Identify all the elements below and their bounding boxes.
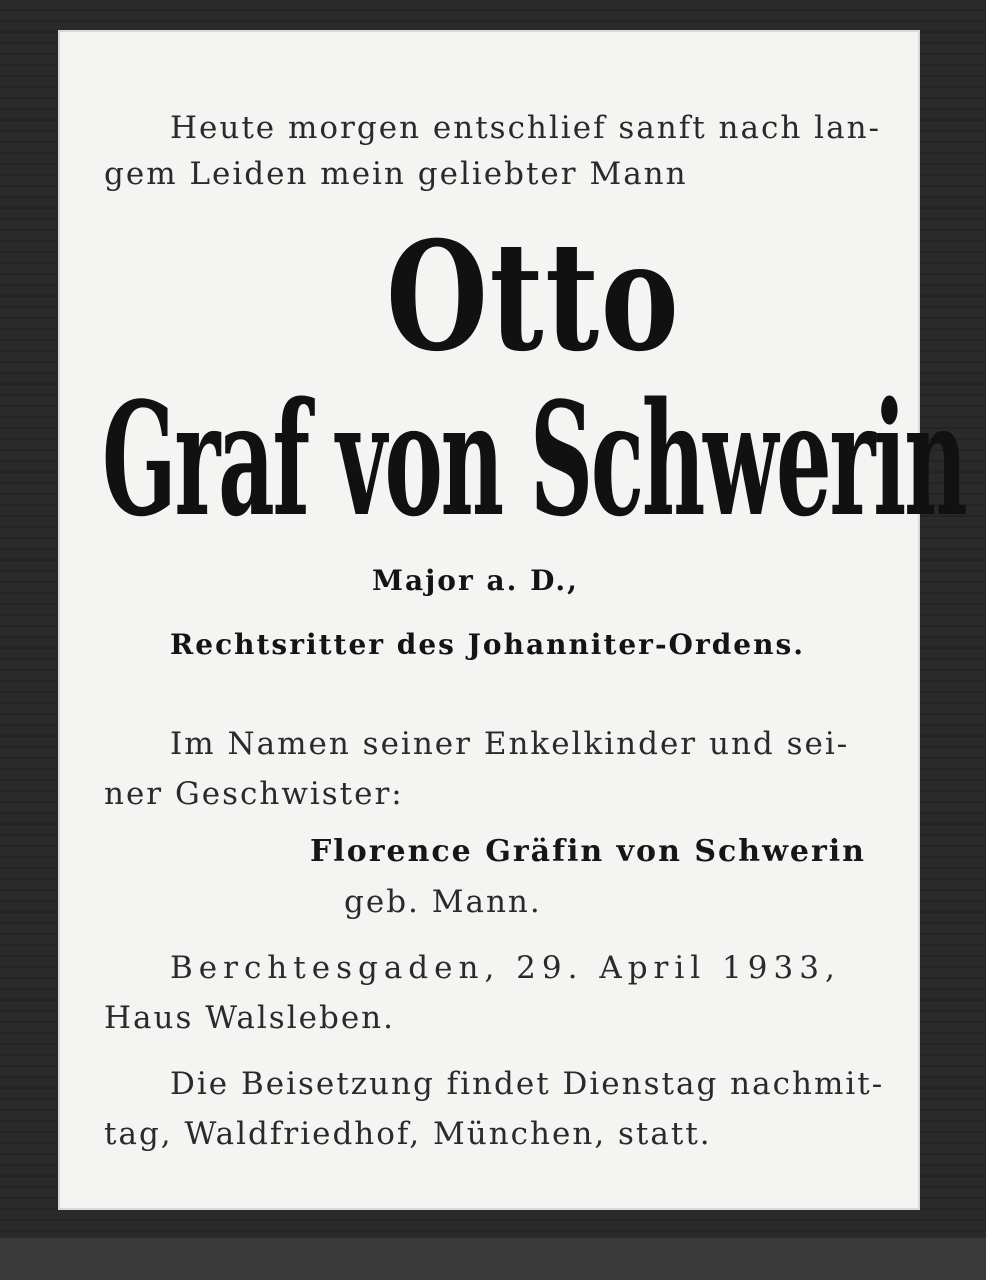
family-line-2: ner Geschwister:	[104, 776, 404, 812]
rank-line: Major a. D.,	[372, 564, 579, 597]
name-first: Otto	[386, 209, 681, 385]
house-line: Haus Walsleben.	[104, 1000, 395, 1036]
burial-line-1: Die Beisetzung findet Dienstag nachmit-	[170, 1066, 885, 1102]
burial-line-2: tag, Waldfriedhof, München, statt.	[104, 1116, 712, 1152]
signer-name: Florence Gräfin von Schwerin	[310, 834, 866, 869]
order-line: Rechtsritter des Johanniter-Ordens.	[170, 628, 805, 661]
death-notice	[58, 30, 966, 1210]
family-line-1: Im Namen seiner Enkelkinder und sei-	[170, 726, 850, 762]
intro-line-1: Heute morgen entschlief sanft nach lan-	[170, 110, 882, 146]
bottom-strip	[0, 1238, 986, 1280]
name-full: Graf von Schwerin	[102, 368, 966, 551]
place-date: Berchtesgaden, 29. April 1933,	[170, 950, 841, 986]
intro-line-2: gem Leiden mein geliebter Mann	[104, 156, 688, 192]
signer-birth: geb. Mann.	[344, 884, 542, 920]
